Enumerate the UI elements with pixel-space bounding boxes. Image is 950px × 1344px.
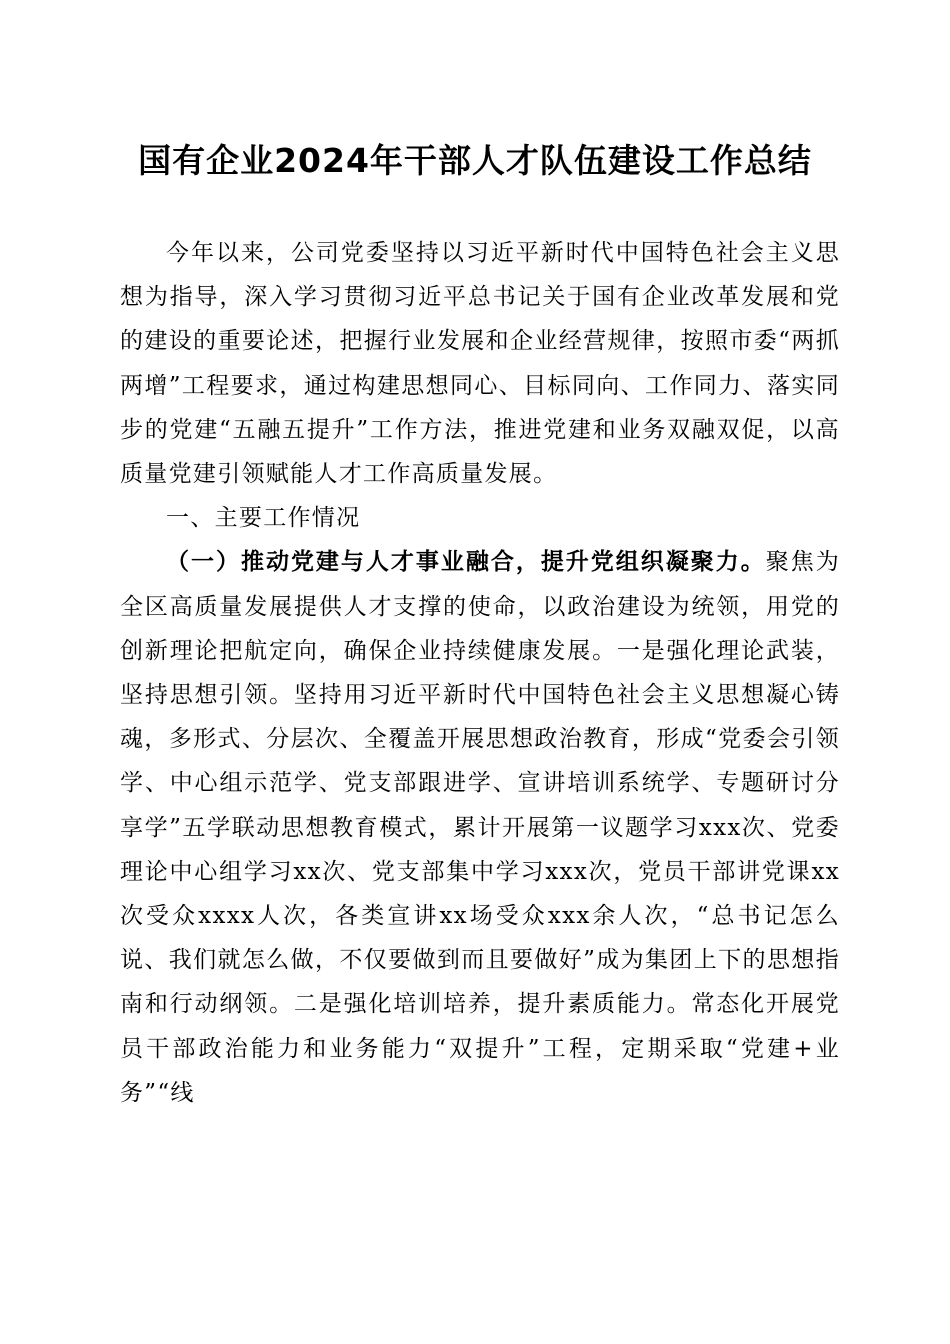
subsection-paragraph	[120, 540, 840, 1115]
intro-paragraph: 今年以来，公司党委坚持以习近平新时代中国特色社会主义思想为指导，深入学习贯彻习近平总书记关于国有企业改革发展和党的建设的重要论述，把握行业发展和企业经营规律，按照市委“两抓两增”工程要求，通过构建思想同心、目标同向、工作同力、落实同步的党建“五融五提升”工作方法，推进党建和业务双融双促，以高质量党建引领赋能人才工作高质量发展。	[120, 240, 840, 488]
document-body	[120, 231, 840, 1115]
subsection-heading: （一）推动党建与人才事业融合，提升党组织凝聚力。	[166, 549, 766, 576]
subsection-body: 聚焦为全区高质量发展提供人才支撑的使命，以政治建设为统领，用党的创新理论把航定向，确保企业持续健康发展。一是强化理论武装，坚持思想引领。坚持用习近平新时代中国特色社会主义思想凝心铸魂，多形式、分层次、全覆盖开展思想政治教育，形成“党委会引领学、中心组示范学、党支部跟进学、宣讲培训系统学、专题研讨分享学”五学联动思想教育模式，累计开展第一议题学习xxx次、党委理论中心组学习xx次、党支部集中学习xxx次，党员干部讲党课xx次受众xxxx人次，各类宣讲xx场受众xxx余人次，“总书记怎么说、我们就怎么做，不仅要做到而且要做好”成为集团上下的思想指南和行动纲领。二是强化培训培养，提升素质能力。常态化开展党员干部政治能力和业务能力“双提升”工程，定期采取“党建+业务”“线	[120, 549, 840, 1106]
section-heading-main-work: 一、主要工作情况	[166, 505, 361, 532]
document-title: 国有企业2024年干部人才队伍建设工作总结	[138, 141, 812, 180]
